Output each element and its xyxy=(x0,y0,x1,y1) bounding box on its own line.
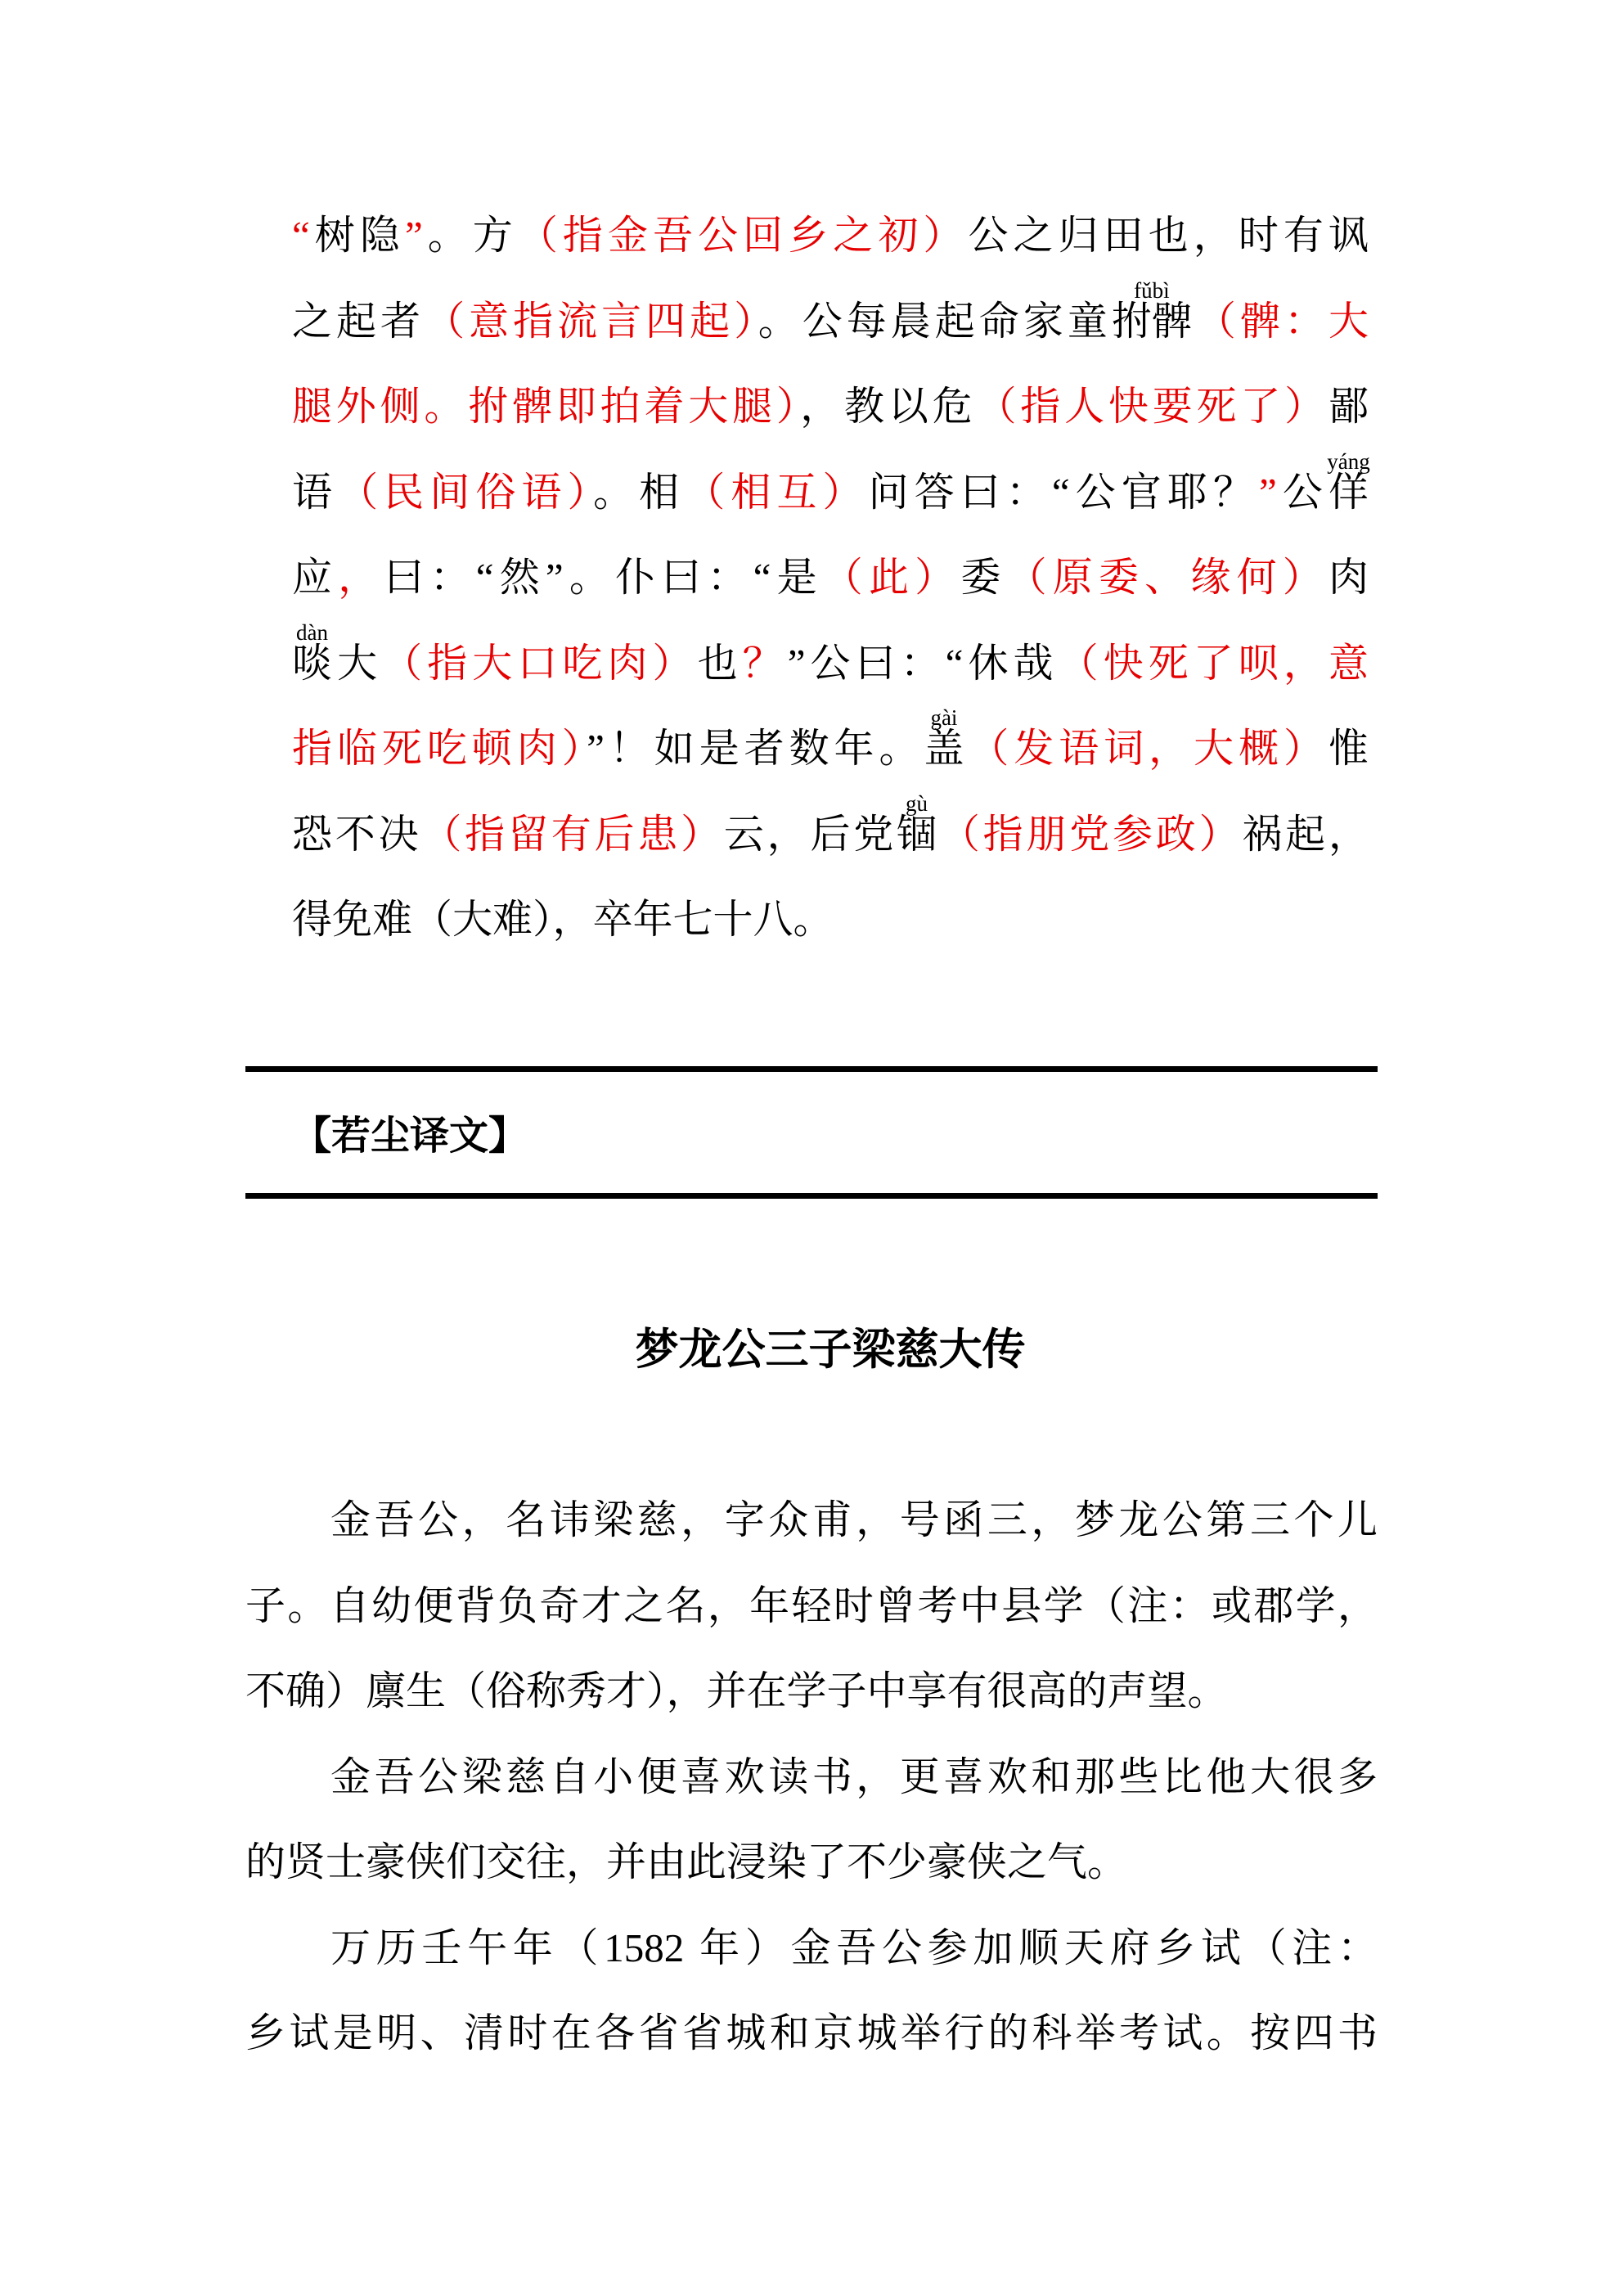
body-text: 应 xyxy=(292,555,339,600)
body-text: 曰：“然”。仆曰：“是 xyxy=(384,555,823,600)
classical-text-line xyxy=(292,279,1369,365)
annotation-text: 腿外侧。拊髀即拍着大腿） xyxy=(292,384,801,429)
classical-annotated-passage xyxy=(292,193,1369,963)
pinyin-annotated-text: fǔbì 拊髀 xyxy=(1111,277,1192,344)
body-text: 子。自幼便背负奇才之名，年轻时曾考中县学（注：或郡学， xyxy=(245,1582,1378,1628)
body-text: 金吾公梁慈自小便喜欢读书，更喜欢和那些比他大很多 xyxy=(330,1754,1378,1799)
annotation-text: （相互） xyxy=(685,469,869,515)
annotation-text: （指留有后患） xyxy=(421,811,724,857)
annotation-text: ？ xyxy=(742,640,788,686)
annotation-text: （指金吾公回乡之初） xyxy=(517,213,969,258)
body-text: 金吾公，名讳梁慈，字众甫，号函三，梦龙公第三个儿 xyxy=(330,1497,1378,1542)
body-text: 委 xyxy=(960,555,1007,600)
annotation-text: ” xyxy=(1259,469,1277,515)
annotation-text: （快死了呗，意 xyxy=(1058,640,1369,686)
body-text: 的贤士豪侠们交往，并由此浸染了不少豪侠之气。 xyxy=(245,1839,1128,1884)
annotation-text: ” xyxy=(404,213,423,258)
body-text: 语 xyxy=(292,469,339,515)
pinyin-label: dàn xyxy=(296,619,328,645)
body-text: 。方 xyxy=(422,213,518,258)
annotation-text: ， xyxy=(338,555,384,600)
body-text: 。相 xyxy=(593,469,686,515)
translation-text-line xyxy=(245,1478,1378,1564)
pinyin-annotated-text: gài 盖 xyxy=(924,705,964,771)
divider-rule-bottom xyxy=(245,1193,1378,1199)
body-text: ，教以危 xyxy=(800,384,977,429)
translation-text-line xyxy=(245,1820,1378,1906)
translation-title: 梦龙公三子梁慈大传 xyxy=(635,1326,1026,1374)
body-text: 肉 xyxy=(1328,555,1369,600)
body-text: 万历壬午年（1582 年）金吾公参加顺天府乡试（注： xyxy=(330,1925,1378,1970)
divider-rule-top xyxy=(245,1066,1378,1072)
body-text: 公之归田也，时有讽 xyxy=(968,213,1369,258)
classical-text-line xyxy=(292,450,1369,536)
translator-section-label: 【若尘译文】 xyxy=(292,1114,528,1158)
annotation-text: （原委、缘何） xyxy=(1006,555,1329,600)
pinyin-label: gù xyxy=(906,790,928,816)
pinyin-annotated-text: gù 锢 xyxy=(897,790,937,857)
body-text: 也 xyxy=(697,640,743,686)
body-text: 恐不决 xyxy=(292,811,422,857)
annotation-text: （指大口吃肉） xyxy=(382,640,698,686)
annotation-text: （指朋党参政） xyxy=(937,811,1243,857)
pinyin-label: yáng xyxy=(1327,448,1370,474)
classical-text-line xyxy=(292,621,1369,707)
translation-paragraphs xyxy=(245,1478,1378,2077)
translation-text-line xyxy=(245,1735,1378,1821)
annotation-text: （髀：大 xyxy=(1191,298,1369,344)
annotation-text: “ xyxy=(292,213,310,258)
classical-text-line xyxy=(292,535,1369,621)
pinyin-label: fǔbì xyxy=(1134,277,1170,303)
annotation-text: （意指流言四起） xyxy=(425,298,758,344)
translation-text-line xyxy=(245,1991,1378,2077)
annotation-text: （指人快要死了） xyxy=(976,384,1329,429)
annotation-text: 指临死吃顿肉） xyxy=(292,726,587,771)
body-text: ”！如是者数年。 xyxy=(587,726,924,771)
translation-text-line xyxy=(245,1906,1378,1992)
annotation-text: （此） xyxy=(822,555,961,600)
classical-text-line xyxy=(292,792,1369,878)
body-text: 公 xyxy=(1276,469,1329,515)
body-text: 不确）廪生（俗称秀才），并在学子中享有很高的声望。 xyxy=(245,1668,1228,1713)
body-text: 。公每晨起命家童 xyxy=(758,298,1112,344)
pinyin-annotated-text: yáng 佯 xyxy=(1327,448,1370,515)
body-text: 祸起， xyxy=(1242,811,1369,857)
body-text: 乡试是明、清时在各省省城和京城举行的科举考试。按四书 xyxy=(245,2010,1378,2055)
classical-text-line xyxy=(292,706,1369,792)
body-text: 之起者 xyxy=(292,298,425,344)
pinyin-label: gài xyxy=(930,705,958,730)
translation-text-line xyxy=(245,1649,1378,1735)
classical-text-line xyxy=(292,193,1369,279)
body-text: ”公曰：“休哉 xyxy=(787,640,1059,686)
pinyin-annotated-text: dàn 啖 xyxy=(292,619,333,686)
annotation-text: （民间俗语） xyxy=(338,469,594,515)
classical-text-line xyxy=(292,364,1369,450)
body-text: 惟 xyxy=(1328,726,1369,771)
translation-text-line xyxy=(245,1564,1378,1650)
body-text: 得免难（大难），卒年七十八。 xyxy=(292,897,834,942)
body-text: 鄙 xyxy=(1328,384,1369,429)
classical-text-line xyxy=(292,877,1369,963)
body-text: 问答曰：“公官耶？ xyxy=(868,469,1260,515)
annotation-text: （发语词，大概） xyxy=(964,726,1329,771)
body-text: 树隐 xyxy=(309,213,405,258)
body-text: 大 xyxy=(332,640,383,686)
body-text: 云，后党 xyxy=(723,811,897,857)
